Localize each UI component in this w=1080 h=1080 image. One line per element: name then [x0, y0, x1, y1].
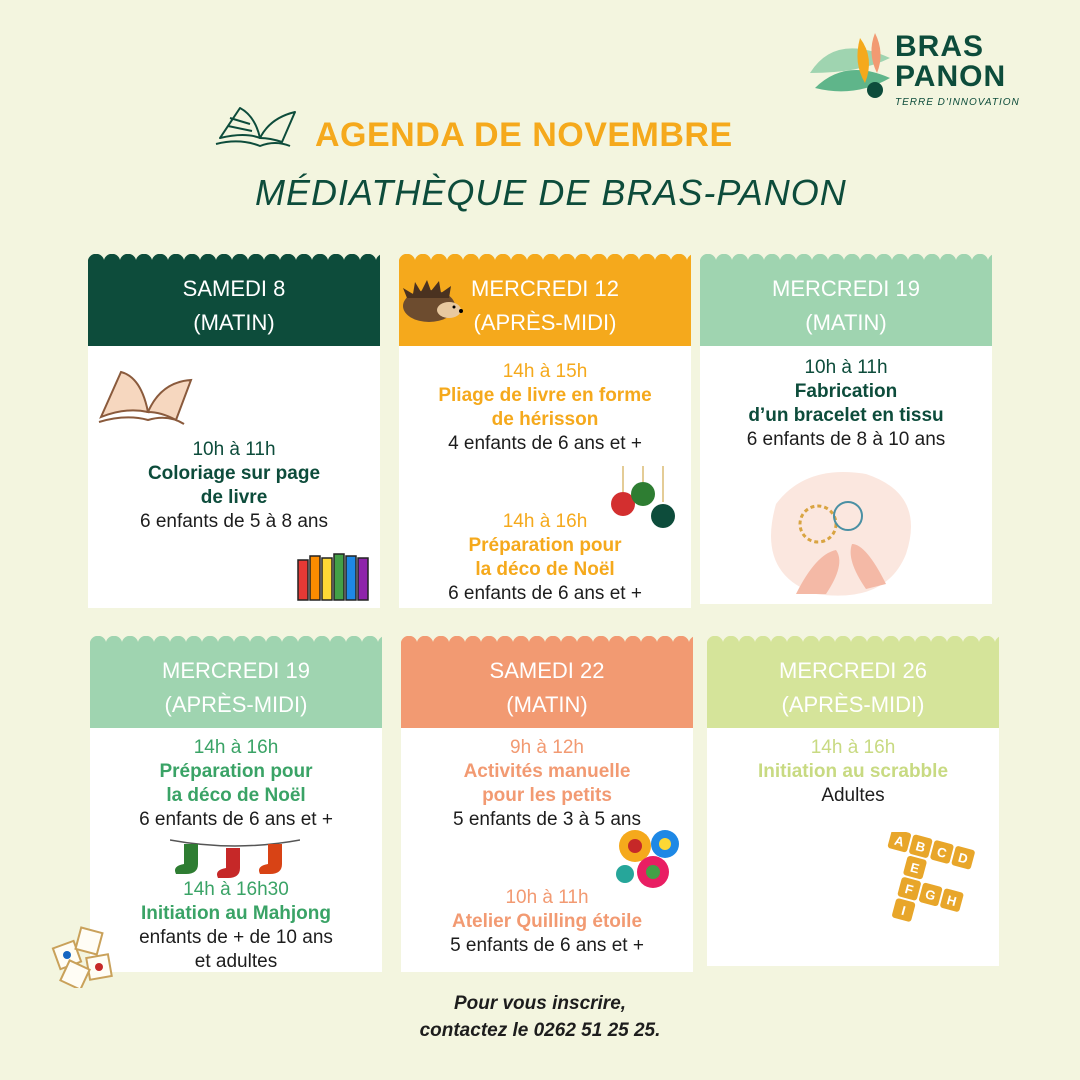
svg-text:I: I: [899, 902, 908, 919]
open-book-icon: [210, 98, 300, 158]
open-book-icon: [96, 362, 196, 432]
card-period: (APRÈS-MIDI): [781, 692, 925, 717]
card-period: (MATIN): [506, 692, 588, 717]
christmas-stockings-icon: [170, 836, 300, 880]
event-activity: Coloriage sur page: [147, 463, 321, 484]
footer-contact: [0, 990, 1080, 1044]
event-time: 10h à 11h: [804, 357, 888, 378]
event-activity: de livre: [200, 487, 268, 508]
event-info: enfants de + de 10 ans: [139, 927, 333, 948]
event-info: 6 enfants de 6 ans et +: [448, 583, 642, 604]
mahjong-tiles-icon: [50, 926, 122, 988]
event-info: 6 enfants de 5 à 8 ans: [139, 511, 329, 532]
leaf-logo-icon: [805, 28, 893, 118]
svg-text:E: E: [908, 859, 922, 877]
hedgehog-icon: [399, 276, 463, 324]
svg-text:F: F: [903, 880, 915, 898]
card-day: SAMEDI 8: [182, 276, 286, 301]
event-activity: d’un bracelet en tissu: [748, 405, 944, 426]
card-header: [88, 262, 380, 346]
footer-line-1: Pour vous inscrire,: [453, 993, 627, 1014]
card-period: (APRÈS-MIDI): [473, 310, 617, 335]
card-period: (APRÈS-MIDI): [164, 692, 308, 717]
event-activity: Pliage de livre en forme: [438, 385, 652, 406]
quilling-flowers-icon: [613, 824, 689, 892]
event-activity: Initiation au Mahjong: [141, 903, 331, 924]
card-samedi-22: [401, 644, 693, 972]
event-time: 14h à 16h: [810, 737, 896, 758]
bras-panon-logo: [805, 28, 1035, 118]
event-info: 4 enfants de 6 ans et +: [448, 433, 642, 454]
card-day: SAMEDI 22: [489, 658, 605, 683]
event-info: 6 enfants de 8 à 10 ans: [746, 429, 946, 450]
svg-text:B: B: [914, 838, 928, 856]
svg-text:A: A: [892, 832, 906, 850]
card-header: [707, 644, 999, 728]
event-info: 6 enfants de 6 ans et +: [139, 809, 333, 830]
svg-text:C: C: [935, 843, 949, 861]
event-activity: la déco de Noël: [475, 559, 615, 580]
logo-tagline: TERRE D'INNOVATION: [895, 97, 1020, 108]
event-info: 5 enfants de 6 ans et +: [450, 935, 644, 956]
event-activity: Initiation au scrabble: [757, 761, 949, 782]
event-info: 5 enfants de 3 à 5 ans: [452, 809, 642, 830]
event-activity: la déco de Noël: [166, 785, 306, 806]
card-samedi-8: [88, 262, 380, 608]
card-mercredi-19-apres-midi: [90, 644, 382, 972]
event-time: 14h à 16h30: [183, 879, 289, 900]
crayons-icon: [296, 546, 376, 604]
card-day: MERCREDI 19: [162, 658, 310, 683]
card-period: (MATIN): [193, 310, 275, 335]
card-header: [90, 644, 382, 728]
event-activity: Atelier Quilling étoile: [451, 911, 643, 932]
event-info: et adultes: [194, 951, 278, 972]
event-activity: Préparation pour: [468, 535, 622, 556]
svg-text:D: D: [956, 849, 970, 867]
card-mercredi-12: [399, 262, 691, 608]
card-header: [700, 262, 992, 346]
logo-line-2: PANON: [895, 60, 1007, 93]
event-time: 14h à 15h: [502, 361, 588, 382]
card-body: [88, 346, 380, 608]
event-time: 10h à 11h: [505, 887, 589, 908]
scrabble-tiles-icon: [877, 832, 983, 938]
svg-text:G: G: [923, 886, 938, 904]
bracelet-hands-icon: [756, 464, 922, 604]
event-activity: Fabrication: [794, 381, 898, 402]
event-time: 9h à 12h: [510, 737, 584, 758]
card-body: [399, 346, 691, 608]
event-activity: de hérisson: [491, 409, 599, 430]
card-body: [707, 728, 999, 966]
event-time: 14h à 16h: [193, 737, 279, 758]
card-body: [700, 346, 992, 604]
footer-line-2: contactez le 0262 51 25 25.: [419, 1020, 661, 1041]
logo-line-1: BRAS: [895, 30, 985, 63]
card-header: [401, 644, 693, 728]
event-time: 10h à 11h: [192, 439, 276, 460]
card-day: MERCREDI 12: [471, 276, 619, 301]
card-body: [401, 728, 693, 972]
event-activity: pour les petits: [482, 785, 612, 806]
card-day: MERCREDI 19: [772, 276, 920, 301]
event-time: 14h à 16h: [502, 511, 588, 532]
event-activity: Activités manuelle: [463, 761, 631, 782]
svg-text:H: H: [945, 892, 959, 910]
card-mercredi-26: [707, 644, 999, 966]
page-subtitle: MÉDIATHÈQUE DE BRAS-PANON: [255, 172, 847, 213]
event-activity: Préparation pour: [159, 761, 313, 782]
event-info: Adultes: [821, 785, 885, 806]
card-mercredi-19-matin: [700, 262, 992, 604]
card-day: MERCREDI 26: [779, 658, 927, 683]
page-title: AGENDA DE NOVEMBRE: [315, 116, 733, 154]
card-period: (MATIN): [805, 310, 887, 335]
card-body: [90, 728, 382, 972]
